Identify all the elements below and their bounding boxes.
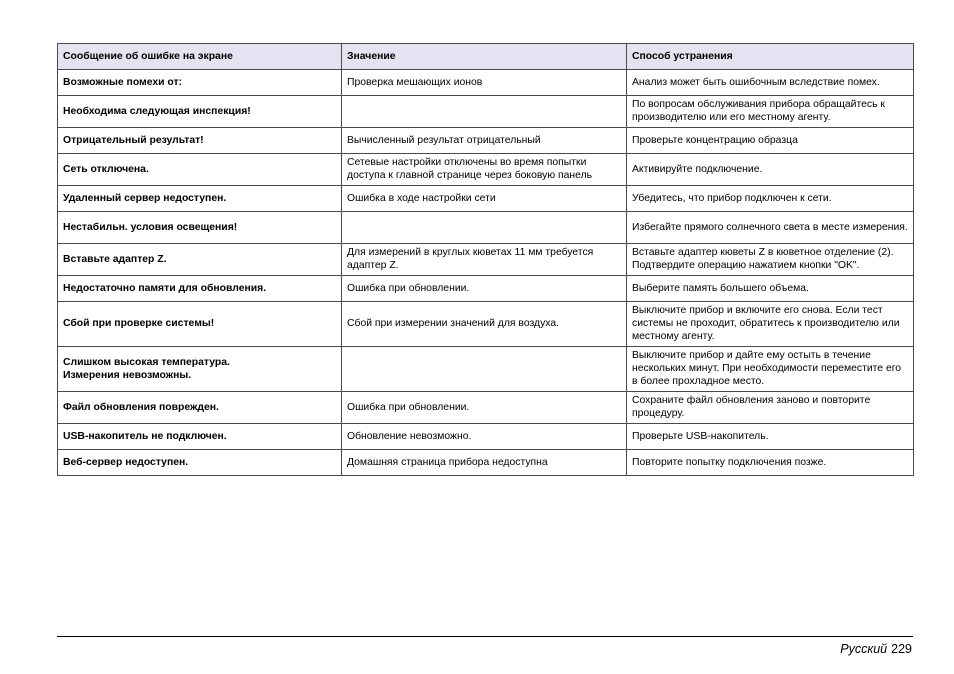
solution-cell: Сохраните файл обновления заново и повторите процедуру.: [627, 392, 914, 424]
solution-cell: Анализ может быть ошибочным вследствие помех.: [627, 70, 914, 96]
error-message-cell: [58, 212, 342, 244]
error-message-cell: [58, 154, 342, 186]
table-row: [58, 276, 914, 302]
meaning-cell: [342, 347, 627, 392]
table-row: [58, 424, 914, 450]
error-message-text: Сбой при проверке системы!: [63, 318, 215, 329]
error-message-text: Слишком высокая температура.: [63, 356, 230, 368]
error-message-text: Необходима следующая инспекция!: [63, 105, 251, 117]
error-message-text: Сеть отключена.: [63, 163, 149, 175]
header-meaning: Значение: [342, 44, 627, 70]
table-row: [58, 450, 914, 476]
solution-cell: Выключите прибор и дайте ему остыть в течение нескольких минут. При необходимости переместите его в более прохладное место.: [627, 347, 914, 392]
table-row: [58, 347, 914, 392]
error-message-text: Веб-сервер недоступен.: [63, 456, 189, 468]
table-row: [58, 244, 914, 276]
meaning-cell: Ошибка при обновлении.: [342, 392, 627, 424]
meaning-cell: [342, 212, 627, 244]
error-message-text: USB-накопитель не подключен.: [63, 430, 227, 442]
error-message-text: Отрицательный результат!: [63, 134, 204, 146]
table-row: [58, 212, 914, 244]
meaning-cell: Сбой при измерении значений для воздуха.: [342, 302, 627, 347]
page-footer: [840, 642, 912, 656]
error-message-cell: [58, 424, 342, 450]
solution-cell: Избегайте прямого солнечного света в месте измерения.: [627, 212, 914, 244]
error-messages-table: [57, 43, 914, 476]
error-message-cell: [58, 244, 342, 276]
error-message-cell: [58, 128, 342, 154]
error-message-cell: [58, 302, 342, 347]
error-message-cell: [58, 186, 342, 212]
error-message-cell: [58, 70, 342, 96]
table-header-row: [58, 44, 914, 70]
solution-cell: Повторите попытку подключения позже.: [627, 450, 914, 476]
meaning-cell: Сетевые настройки отключены во время попытки доступа к главной странице через боковую панель: [342, 154, 627, 186]
solution-cell: Выберите память большего объема.: [627, 276, 914, 302]
footer-rule: [57, 636, 913, 637]
error-message-cell: [58, 450, 342, 476]
page-number: 229: [891, 642, 912, 656]
meaning-cell: Домашняя страница прибора недоступна: [342, 450, 627, 476]
error-message-cell: [58, 392, 342, 424]
error-message-text: Возможные помехи от:: [63, 76, 183, 88]
error-message-text: Вставьте адаптер Z.: [63, 253, 167, 265]
solution-cell: Проверьте USB-накопитель.: [627, 424, 914, 450]
meaning-cell: [342, 96, 627, 128]
solution-cell: Выключите прибор и включите его снова. Если тест системы не проходит, обратитесь к производителю или местному агенту.: [627, 302, 914, 347]
error-message-cell: [58, 96, 342, 128]
table-row: [58, 128, 914, 154]
table-row: [58, 154, 914, 186]
error-message-text: Файл обновления поврежден.: [63, 401, 219, 413]
table-row: [58, 96, 914, 128]
error-message-text: Удаленный сервер недоступен.: [63, 192, 227, 204]
table-row: [58, 70, 914, 96]
header-error-message: Сообщение об ошибке на экране: [58, 44, 342, 70]
solution-cell: Вставьте адаптер кюветы Z в кюветное отделение (2). Подтвердите операцию нажатием кнопки "OK".: [627, 244, 914, 276]
meaning-cell: Обновление невозможно.: [342, 424, 627, 450]
table-row: [58, 186, 914, 212]
error-message-text: Нестабильн. условия освещения!: [63, 221, 238, 233]
solution-cell: По вопросам обслуживания прибора обращайтесь к производителю или его местному агенту.: [627, 96, 914, 128]
table-row: [58, 302, 914, 347]
header-solution: Способ устранения: [627, 44, 914, 70]
error-message-text: Измерения невозможны.: [63, 369, 192, 381]
meaning-cell: Ошибка при обновлении.: [342, 276, 627, 302]
solution-cell: Проверьте концентрацию образца: [627, 128, 914, 154]
meaning-cell: Проверка мешающих ионов: [342, 70, 627, 96]
table-row: [58, 392, 914, 424]
error-message-cell: [58, 347, 342, 392]
meaning-cell: Вычисленный результат отрицательный: [342, 128, 627, 154]
solution-cell: Убедитесь, что прибор подключен к сети.: [627, 186, 914, 212]
meaning-cell: Для измерений в круглых кюветах 11 мм требуется адаптер Z.: [342, 244, 627, 276]
solution-cell: Активируйте подключение.: [627, 154, 914, 186]
error-message-cell: [58, 276, 342, 302]
meaning-cell: Ошибка в ходе настройки сети: [342, 186, 627, 212]
footer-language: Русский: [840, 642, 888, 656]
error-message-text: Недостаточно памяти для обновления.: [63, 282, 267, 294]
